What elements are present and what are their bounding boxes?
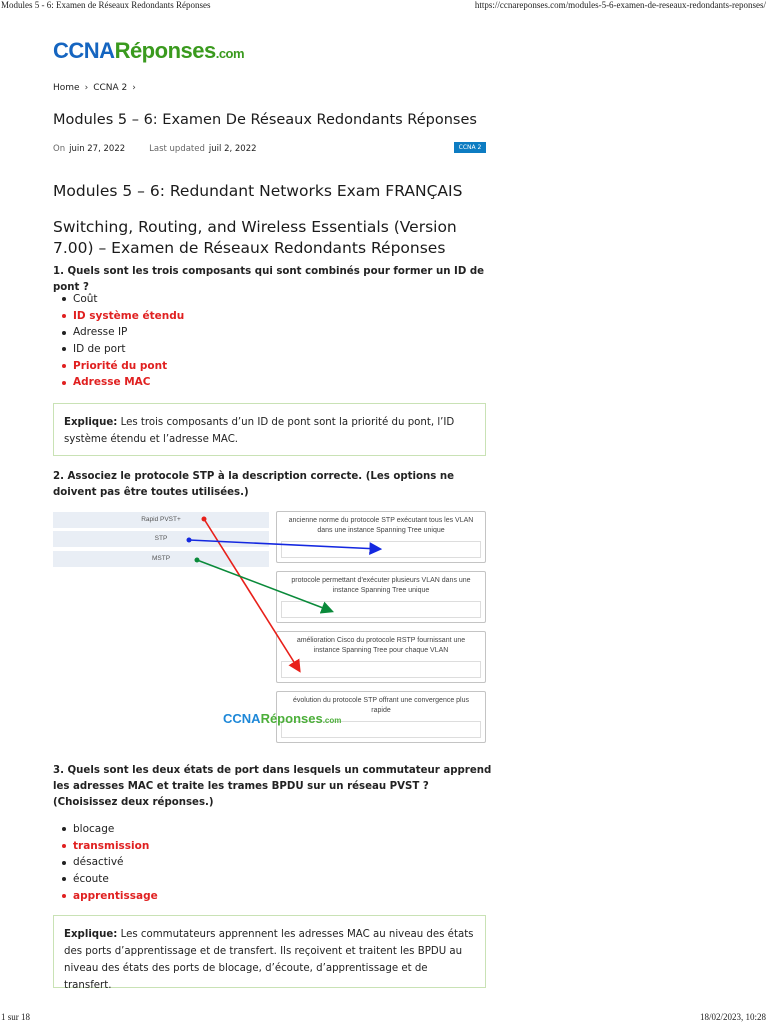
bullet-icon	[62, 844, 66, 848]
print-footer-datetime: 18/02/2023, 10:28	[699, 1012, 766, 1022]
breadcrumb-separator: ›	[132, 83, 136, 93]
target-description: ancienne norme du protocole STP exécutant tous les VLAN dans une instance Spanning Tree unique	[288, 517, 474, 534]
watermark-logo: CCNARéponses.com	[223, 711, 342, 726]
drag-item-mstp[interactable]: MSTP	[53, 551, 269, 567]
print-footer	[0, 1010, 768, 1024]
explanation-text: Les commutateurs apprennent les adresses MAC au niveau des états des ports d’apprentissage et de transfert. Ils reçoivent et traitent les BPDU au niveau des états des ports de blocage, d’écoute, d’apprentissage et de transfert.	[64, 929, 474, 991]
stp-matching-diagram	[53, 508, 488, 753]
post-meta	[53, 144, 281, 154]
question-2: 2. Associez le protocole STP à la description correcte. (Les options ne doivent pas être toutes utilisées.)	[53, 471, 455, 498]
logo-part-reponses: Réponses	[114, 38, 216, 63]
arrow-stp	[189, 540, 379, 549]
option-cout: Coût	[62, 291, 184, 308]
target-description: évolution du protocole STP offrant une convergence plus rapide	[292, 697, 470, 714]
section-heading-exam: Modules 5 – 6: Redundant Networks Exam FRANÇAIS	[53, 182, 463, 200]
site-logo[interactable]	[53, 38, 244, 64]
option-id-systeme-etendu: ID système étendu	[62, 308, 184, 325]
category-badge[interactable]: CCNA 2	[454, 142, 486, 153]
breadcrumb	[53, 83, 136, 93]
arrow-mstp	[197, 560, 331, 611]
bullet-icon	[62, 894, 66, 898]
option-ecoute: écoute	[62, 871, 158, 888]
section-heading-course: Switching, Routing, and Wireless Essentials (Version 7.00) – Examen de Réseaux Redondants Réponses	[53, 218, 457, 257]
explanation-text: Les trois composants d’un ID de pont sont la priorité du pont, l’ID système étendu et l’adresse MAC.	[64, 417, 455, 445]
bullet-icon	[62, 861, 66, 865]
bullet-icon	[62, 364, 66, 368]
bullet-icon	[62, 827, 66, 831]
logo-part-com: .com	[215, 46, 245, 61]
question-3: 3. Quels sont les deux états de port dans lesquels un commutateur apprend les adresses MAC et traite les trames BPDU sur un réseau PVST ? (Choisissez deux réponses.)	[53, 765, 492, 808]
bullet-icon	[62, 331, 66, 335]
explanation-box-q1	[53, 403, 486, 456]
question-1-options	[62, 291, 184, 391]
meta-updated-date: juil 2, 2022	[208, 144, 257, 154]
explanation-box-q3	[53, 915, 486, 991]
explanation-label: Explique:	[64, 929, 118, 940]
option-blocage: blocage	[62, 821, 158, 838]
option-desactive: désactivé	[62, 854, 158, 871]
breadcrumb-home[interactable]: Home	[53, 83, 80, 93]
target-description: protocole permettant d'exécuter plusieurs VLAN dans une instance Spanning Tree unique	[291, 577, 471, 594]
print-footer-page: 1 sur 18	[1, 1012, 30, 1022]
option-transmission: transmission	[62, 838, 158, 855]
option-id-de-port: ID de port	[62, 341, 184, 358]
print-header-title: Modules 5 - 6: Examen de Réseaux Redondants Réponses	[1, 0, 211, 10]
explanation-label: Explique:	[64, 417, 118, 428]
meta-on-label: On	[53, 144, 66, 154]
drag-item-rapid-pvst[interactable]: Rapid PVST+	[53, 512, 269, 528]
bullet-icon	[62, 877, 66, 881]
target-description: amélioration Cisco du protocole RSTP fournissant une instance Spanning Tree pour chaque VLAN	[296, 637, 466, 654]
print-header-url: https://ccnareponses.com/modules-5-6-examen-de-reseaux-redondants-reponses/	[474, 0, 766, 10]
option-apprentissage: apprentissage	[62, 888, 158, 905]
page-title: Modules 5 – 6: Examen De Réseaux Redondants Réponses	[53, 112, 477, 128]
print-header	[0, 0, 768, 14]
meta-updated-label: Last updated	[149, 144, 205, 154]
logo-part-ccna: CCNA	[53, 38, 115, 63]
meta-publish-date: juin 27, 2022	[69, 144, 126, 154]
option-adresse-ip: Adresse IP	[62, 324, 184, 341]
bullet-icon	[62, 347, 66, 351]
drag-item-stp[interactable]: STP	[53, 531, 269, 547]
breadcrumb-separator: ›	[84, 83, 89, 93]
bullet-icon	[62, 381, 66, 385]
question-1: 1. Quels sont les trois composants qui sont combinés pour former un ID de pont ?	[53, 266, 485, 293]
question-3-options	[62, 821, 158, 904]
breadcrumb-ccna2[interactable]: CCNA 2	[93, 83, 128, 93]
bullet-icon	[62, 297, 66, 301]
bullet-icon	[62, 314, 66, 318]
option-priorite-du-pont: Priorité du pont	[62, 358, 184, 375]
option-adresse-mac: Adresse MAC	[62, 374, 184, 391]
